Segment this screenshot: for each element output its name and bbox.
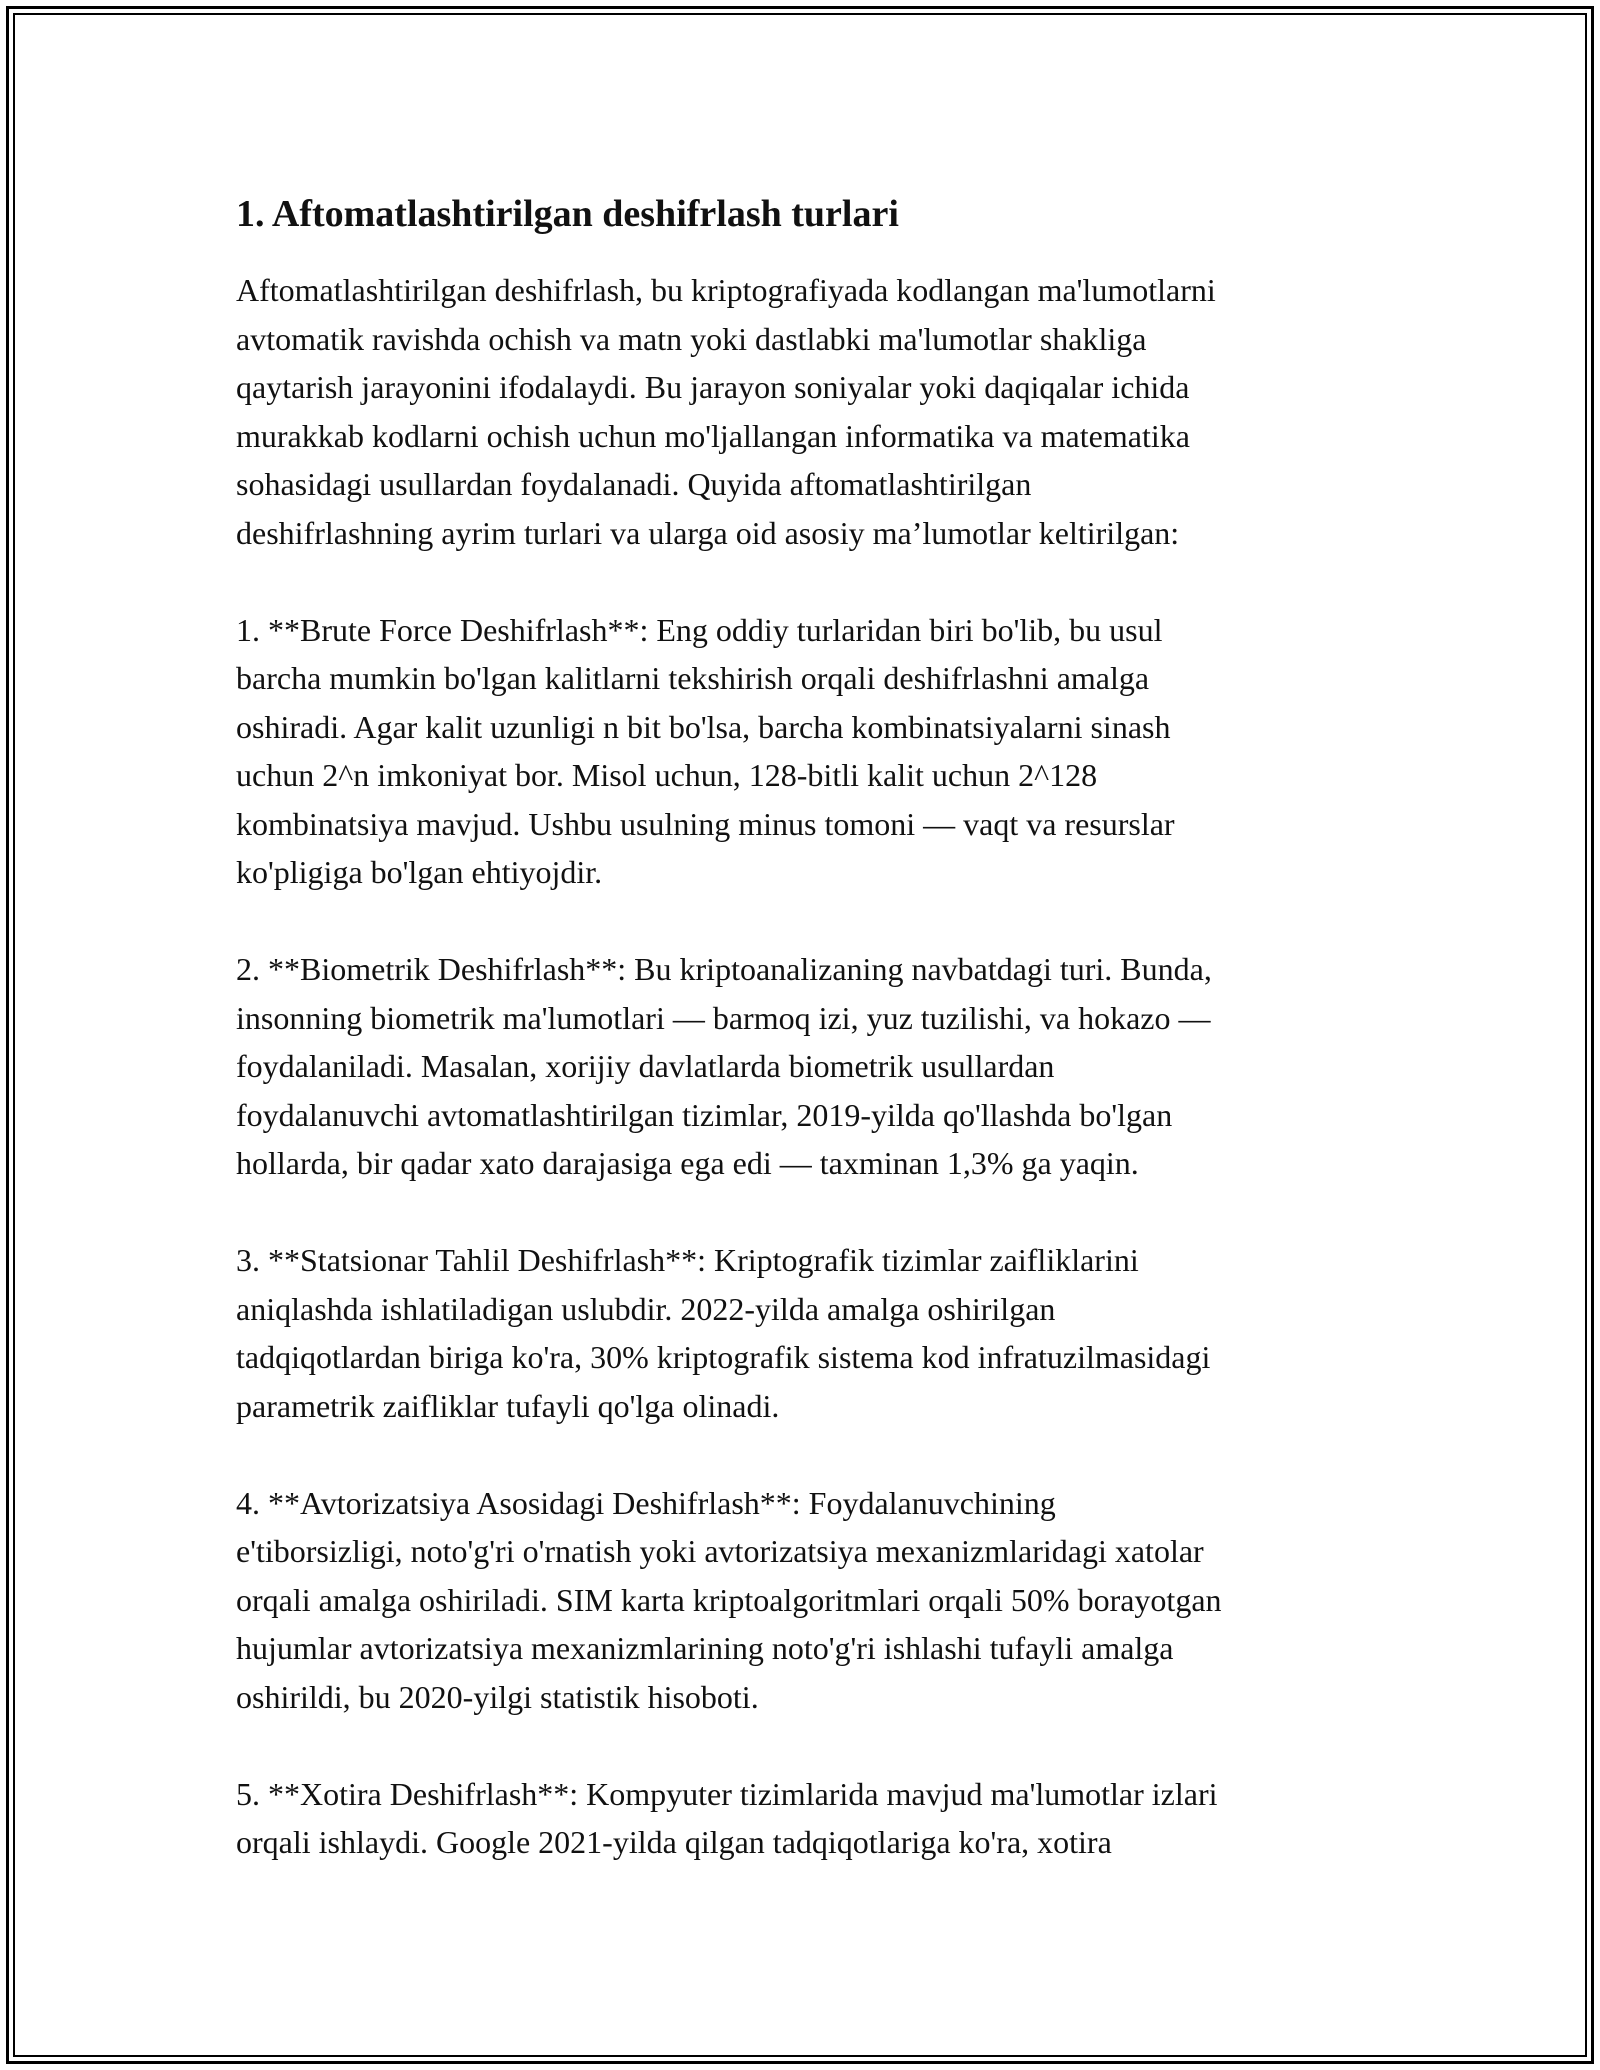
document-body	[236, 266, 1386, 1867]
text-line: deshifrlashning ayrim turlari va ularga oid asosiy ma’lumotlar keltirilgan:	[236, 514, 1180, 551]
text-line: oshiradi. Agar kalit uzunligi n bit bo'lsa, barcha kombinatsiyalarni sinash	[236, 708, 1171, 745]
text-line: murakkab kodlarni ochish uchun mo'ljallangan informatika va matematika	[236, 417, 1190, 454]
text-line: ko'pligiga bo'lgan ehtiyojdir.	[236, 854, 603, 890]
text-line: insonning biometrik ma'lumotlari — barmoq izi, yuz tuzilishi, va hokazo —	[236, 999, 1211, 1036]
text-line: hujumlar avtorizatsiya mexanizmlarining noto'g'ri ishlashi tufayli amalga	[236, 1630, 1174, 1666]
text-line: 3. **Statsionar Tahlil Deshifrlash**: Kriptografik tizimlar zaifliklarini	[236, 1242, 1139, 1278]
paragraph-5	[236, 1479, 1386, 1722]
paragraph-4	[236, 1236, 1386, 1430]
text-line: oshirildi, bu 2020-yilgi statistik hisoboti.	[236, 1678, 759, 1715]
text-line: 4. **Avtorizatsiya Asosidagi Deshifrlash**: Foydalanuvchining	[236, 1484, 1056, 1521]
text-line: foydalaniladi. Masalan, xorijiy davlatlarda biometrik usullardan	[236, 1048, 1055, 1084]
text-line: e'tiborsizligi, noto'g'ri o'rnatish yoki avtorizatsiya mexanizmlaridagi xatolar	[236, 1533, 1204, 1569]
text-line: sohasidagi usullardan foydalanadi. Quyida aftomatlashtirilgan	[236, 466, 1032, 502]
section-heading: 1. Aftomatlashtirilgan deshifrlash turlari	[236, 193, 899, 235]
text-line: tadqiqotlardan biriga ko'ra, 30% kriptografik sistema kod infratuzilmasidagi	[236, 1339, 1211, 1375]
text-line: 1. **Brute Force Deshifrlash**: Eng oddiy turlaridan biri bo'lib, bu usul	[236, 611, 1163, 648]
text-line: hollarda, bir qadar xato darajasiga ega edi — taxminan 1,3% ga yaqin.	[236, 1145, 1139, 1181]
text-line: uchun 2^n imkoniyat bor. Misol uchun, 128-bitli kalit uchun 2^128	[236, 757, 1098, 793]
paragraph-6	[236, 1770, 1386, 1867]
paragraph-1	[236, 266, 1386, 557]
text-line: parametrik zaifliklar tufayli qo'lga olinadi.	[236, 1387, 780, 1424]
text-line: aniqlashda ishlatiladigan uslubdir. 2022-yilda amalga oshirilgan	[236, 1290, 1056, 1327]
text-line: barcha mumkin bo'lgan kalitlarni tekshirish orqali deshifrlashni amalga	[236, 660, 1150, 696]
paragraph-2	[236, 606, 1386, 897]
text-line: Aftomatlashtirilgan deshifrlash, bu kriptografiyada kodlangan ma'lumotlarni	[236, 272, 1216, 308]
text-line: qaytarish jarayonini ifodalaydi. Bu jarayon soniyalar yoki daqiqalar ichida	[236, 369, 1190, 405]
text-line: foydalanuvchi avtomatlashtirilgan tizimlar, 2019-yilda qo'llashda bo'lgan	[236, 1096, 1173, 1133]
text-line: avtomatik ravishda ochish va matn yoki dastlabki ma'lumotlar shakliga	[236, 320, 1147, 357]
text-line: 2. **Biometrik Deshifrlash**: Bu kriptoanalizaning navbatdagi turi. Bunda,	[236, 951, 1212, 987]
document-page	[236, 186, 1386, 1915]
text-line: orqali amalga oshiriladi. SIM karta kriptoalgoritmlari orqali 50% borayotgan	[236, 1581, 1222, 1618]
text-line: orqali ishlaydi. Google 2021-yilda qilgan tadqiqotlariga ko'ra, xotira	[236, 1824, 1112, 1860]
text-line: 5. **Xotira Deshifrlash**: Kompyuter tizimlarida mavjud ma'lumotlar izlari	[236, 1775, 1218, 1812]
paragraph-3	[236, 945, 1386, 1188]
text-line: kombinatsiya mavjud. Ushbu usulning minus tomoni — vaqt va resurslar	[236, 805, 1175, 842]
